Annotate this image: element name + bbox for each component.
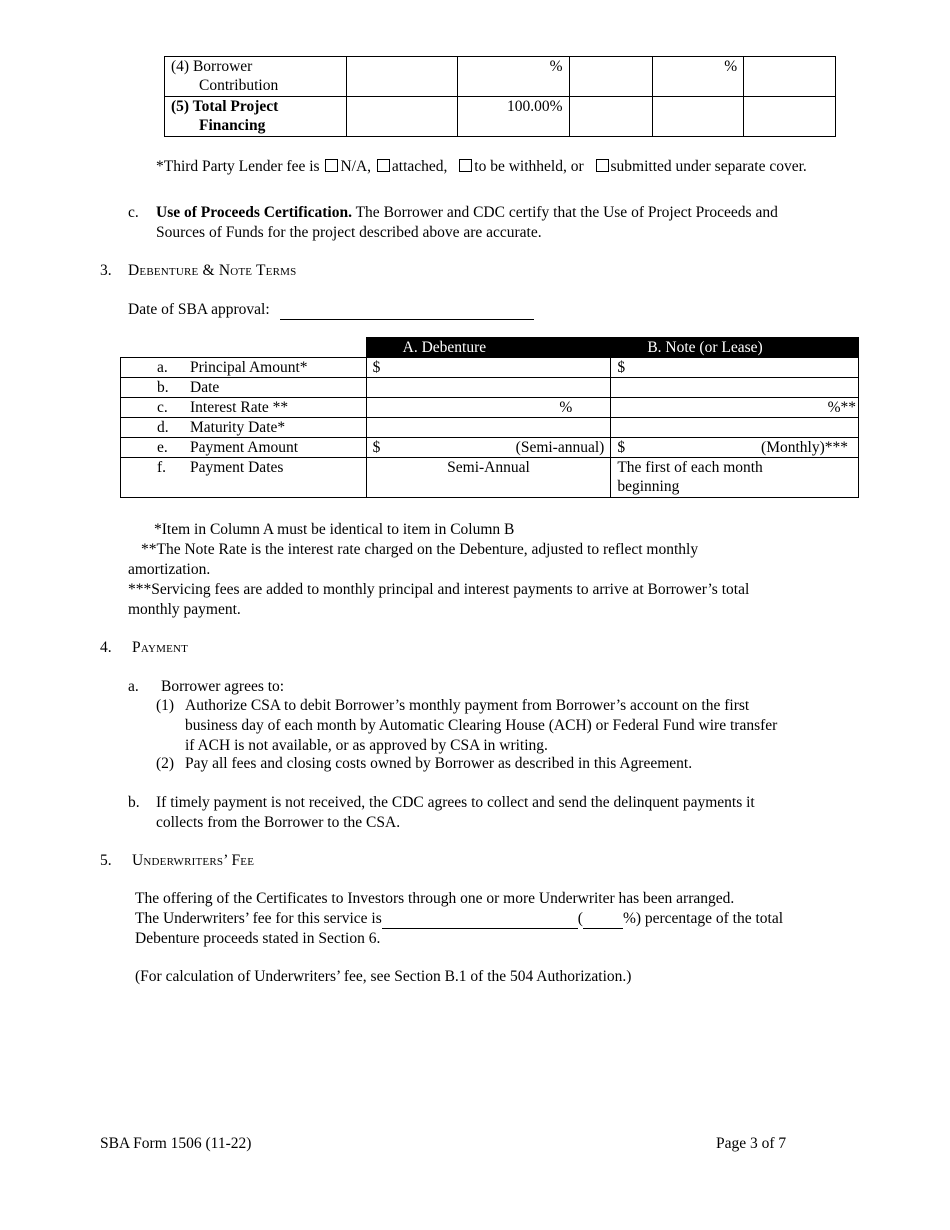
attached-checkbox[interactable] (377, 159, 390, 172)
approval-date-field[interactable] (280, 302, 534, 320)
withheld-checkbox[interactable] (459, 159, 472, 172)
note-cell[interactable]: The first of each month beginning (611, 458, 859, 498)
cell[interactable] (569, 97, 653, 137)
item-1: (1) Authorize CSA to debit Borrower’s monthly payment from Borrower’s account on the first business day of each month by Automatic Clearing House (ACH) or Federal Fund wire transfer if ACH is not available, or as approved by CSA in writing. (156, 697, 778, 754)
cell[interactable] (744, 57, 836, 97)
form-number: SBA Form 1506 (11-22) (100, 1135, 252, 1152)
section-3-num: 3. (100, 262, 112, 279)
na-checkbox[interactable] (325, 159, 338, 172)
section-3-title: Debenture & Note Terms (128, 262, 297, 279)
section-c-letter: c. (128, 204, 139, 221)
debenture-cell[interactable]: % (366, 398, 611, 418)
underwriter-fee-amount-field[interactable] (382, 911, 578, 929)
section-5-num: 5. (100, 852, 112, 869)
table-row (165, 97, 836, 137)
section-4a-text: Borrower agrees to: (161, 678, 285, 695)
section-5-body: The offering of the Certificates to Investors through one or more Underwriter has been arranged. The Underwriters’ fee for this service is ( %) percentage of the total Debenture proceeds stated in Section 6. (For calculation of Underwriters’ fee, see Section B.1 of the 504 Authorization.) (135, 890, 784, 985)
row-label: f. Payment Dates (121, 458, 367, 498)
cell[interactable] (346, 97, 457, 137)
table-row (121, 418, 859, 438)
note-cell[interactable] (611, 378, 859, 398)
row-label: c. Interest Rate ** (121, 398, 367, 418)
debenture-cell[interactable]: Semi-Annual (366, 458, 611, 498)
section-4-title: Payment (132, 639, 189, 656)
section-4a-letter: a. (128, 678, 139, 695)
item-2: (2) Pay all fees and closing costs owned by Borrower as described in this Agreement. (156, 755, 693, 772)
lender-fee-line: *Third Party Lender fee is N/A, attached, to be withheld, or submitted under separate cover. (156, 158, 807, 175)
note-cell[interactable] (611, 418, 859, 438)
section-4b-text: If timely payment is not received, the CDC agrees to collect and send the delinquent payments it collects from the Borrower to the CSA. (156, 794, 755, 831)
row-label: e. Payment Amount (121, 438, 367, 458)
note-cell[interactable]: $ (611, 358, 859, 378)
note-cell[interactable]: %** (611, 398, 859, 418)
table-header-row (121, 338, 859, 358)
table-row (121, 358, 859, 378)
row-label: b. Date (121, 378, 367, 398)
sba-approval-date: Date of SBA approval: (128, 300, 534, 320)
pct-cell[interactable]: % (653, 57, 744, 97)
debenture-cell[interactable]: $ (366, 358, 611, 378)
col-note-header: B. Note (or Lease) (611, 338, 859, 358)
row-label: d. Maturity Date* (121, 418, 367, 438)
row-label: a. Principal Amount* (121, 358, 367, 378)
table-row (121, 438, 859, 458)
debenture-cell[interactable]: $ (Semi-annual) (366, 438, 611, 458)
section-4b-letter: b. (128, 794, 140, 811)
pct-cell[interactable] (653, 97, 744, 137)
table-row (121, 458, 859, 498)
table-footnotes: *Item in Column A must be identical to item in Column B **The Note Rate is the interest rate charged on the Debenture, adjusted to reflect monthly amortization. ***Servicing fees are added to monthly principal and interest payments to arrive at Borrower’s total monthly payment. (128, 521, 750, 618)
table-row (121, 378, 859, 398)
row-label: (4) Borrower Contribution (165, 57, 347, 97)
col-debenture-header: A. Debenture (366, 338, 611, 358)
cell[interactable] (346, 57, 457, 97)
debenture-note-table (120, 337, 859, 498)
section-c-text: Use of Proceeds Certification. The Borrower and CDC certify that the Use of Project Proceeds and Sources of Funds for the project described above are accurate. (156, 204, 778, 241)
financing-table (164, 56, 836, 137)
table-row (165, 57, 836, 97)
cell[interactable] (744, 97, 836, 137)
pct-cell[interactable]: % (457, 57, 569, 97)
page-number: Page 3 of 7 (716, 1135, 787, 1152)
section-4-num: 4. (100, 639, 112, 656)
debenture-cell[interactable] (366, 378, 611, 398)
section-5-title: Underwriters’ Fee (132, 852, 255, 869)
underwriter-fee-percent-field[interactable] (583, 911, 623, 929)
debenture-cell[interactable] (366, 418, 611, 438)
note-cell[interactable]: $ (Monthly)*** (611, 438, 859, 458)
table-row (121, 398, 859, 418)
separate-cover-checkbox[interactable] (596, 159, 609, 172)
row-label: (5) Total Project Financing (165, 97, 347, 137)
cell[interactable] (569, 57, 653, 97)
pct-cell[interactable]: 100.00% (457, 97, 569, 137)
